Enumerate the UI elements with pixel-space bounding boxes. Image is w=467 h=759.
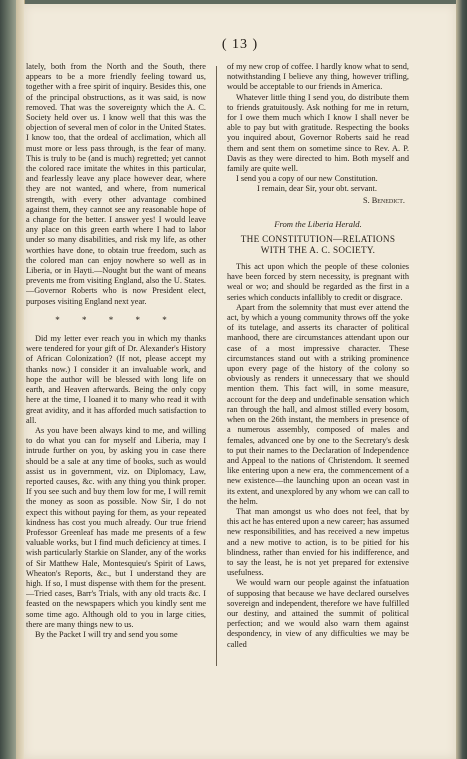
right-paragraph-3: I send you a copy of our new Constitution.	[236, 174, 378, 184]
right-paragraph-1: of my new crop of coffee. I hardly know what to send, notwithstanding I believe any thing, however trifling, would be acceptable to our friends in America.	[227, 62, 409, 92]
right-paragraph-7: We would warn our people against the infatuation of supposing that because we have declared ourselves sovereign and independent, therefore we have fulfilled our destiny, and attained the summit of political perfection; and we would also warn them against despondency, in view of any difficulties we may be called	[227, 578, 409, 649]
right-column	[227, 62, 409, 650]
right-page-edge	[456, 0, 467, 759]
letter-closing: I remain, dear Sir, your obt. servant.	[257, 184, 377, 194]
left-column	[26, 62, 206, 640]
left-paragraph-2: Did my letter ever reach you in which my thanks were tendered for your gift of Dr. Alexander's History of African Colonization? (If not, please accept my thanks now.) I consider it an invaluable work, and hope the author will be blessed with long life on earth, and Heaven afterwards. Being the only copy here at the time, I loaned it to many who read it with great avidity, and it has afforded much satisfaction to all.	[26, 334, 206, 425]
right-paragraph-6: That man amongst us who does not feel, that by this act he has entered upon a new career; has assumed new responsibilities, and has received a new impetus and a new motive to action, is to be pitied for his blindness, rather than envied for his indifference, and to say the least, he is not yet prepared for extensive usefulness.	[227, 506, 409, 578]
right-paragraph-5: Apart from the solemnity that must ever attend the act, by which a young community throws off the yoke of its tutelage, and asserts its character of political manhood, there are circumstances attendant upon our case of a most impressive character. These circumstances stand out with a striking prominence upon every page of the history of the colony so obviously as renders it unnecessary that we should mention them. This fact will, in some measure, account for the deep and undefinable sensation which ran through the hall, and almost stilled every bosom, when on the 26th instant, the members in presence of a numerous assembly, composed of males and females, advanced one by one to the Secretary's desk to put their names to the Declaration of Independence and Appeal to the nations of Christendom. It seemed like entering upon a new era, the commencement of a new existence—the launching upon an ocean vast in its extent, and unexplored by any whom we can call to the helm.	[227, 302, 409, 506]
book-page	[24, 4, 456, 759]
page-number: ( 13 )	[221, 37, 259, 52]
right-paragraph-2: Whatever little thing I send you, do distribute them to friends gratuitously. Ask nothing for me in return, for I owe them much which I know I shall never be able to pay but with gratitude. Respecting the books you inquired about, Governor Roberts said he read them and sent them on sometime since to Rev. A. P. Davis as they were directed to him. Both myself and family are quite well.	[227, 92, 409, 174]
letter-signature: S. Benedict.	[362, 195, 405, 205]
article-source: From the Liberia Herald.	[274, 218, 362, 229]
left-paragraph-4: By the Packet I will try and send you some	[35, 629, 178, 639]
left-paragraph-1: lately, both from the North and the South, there appears to be a more friendly feeling toward us, together with a free spirit of inquiry. Besides this, one of the principal obstructions, as it was said, is now removed. That was the sovereignty which the A. C. Society held over us. I know well that this was the objection of several men of color in the United States. I know too, that the ordeal of acclimation, which all must more or less pass through, is the fear of many. This is truly to be (and is much) regretted; yet cannot the colored race imitate the whites in this particular, and fearlessly leave any place however dear, where they are not wanted, and where, from numerical strength, with every other advantage combined against them, they cannot see any reasonable hope of a change for the better. I answer yes! I would leave any place on this green earth where I had to labor under so many disabilities, and risk my life, as other worthies have done, to obtain true freedom, such as the colored man can enjoy nowhere so well as in Liberia, or in Hayti.—Nought but the want of means prevents me from visiting England, also the U. States.—Governor Roberts who is now President elect, purposes visiting England next year.	[26, 62, 206, 306]
article-heading: THE CONSTITUTION—RELATIONS WITH THE A. C. SOCIETY.	[240, 234, 396, 256]
book-binding	[0, 0, 16, 759]
left-paragraph-3: As you have been always kind to me, and willing to do what you can for myself and Liberia, may I intrude further on you, by asking you in case there should be a sale at any time of books, such as would assist us in government, viz. on Diplomacy, Law, reported causes, &c. with any thing you think proper. If you see such and buy them low for me, I will remit the money as soon as possible. Now Sir, I do not expect this without paying for them, as your repeated kindness has cost you much already. Our true friend Professor Greenleaf has made me presents of a few valuable works, but I find much deficiency at times. I wish particularly Starkie on Slander, any of the works of Sir Matthew Hale, Montesquieu's Spirit of Laws, Wheaton's Reports, &c., but I understand they are high. If so, I must dispense with them for the present.—Tried cases, Barr's Trials, with any old tracts &c. I feasted on the newspapers which you kindly sent me some time ago. Although old to you in large cities, there are many things new to us.	[26, 425, 206, 629]
right-paragraph-4: This act upon which the people of these colonies have been forced by stern necessity, is pregnant with weal or wo; and should be regarded as the first in a series which conducts infallibly to credit or disgrace.	[227, 262, 409, 302]
column-divider	[216, 66, 217, 666]
section-separator: * * * * *	[55, 314, 177, 325]
